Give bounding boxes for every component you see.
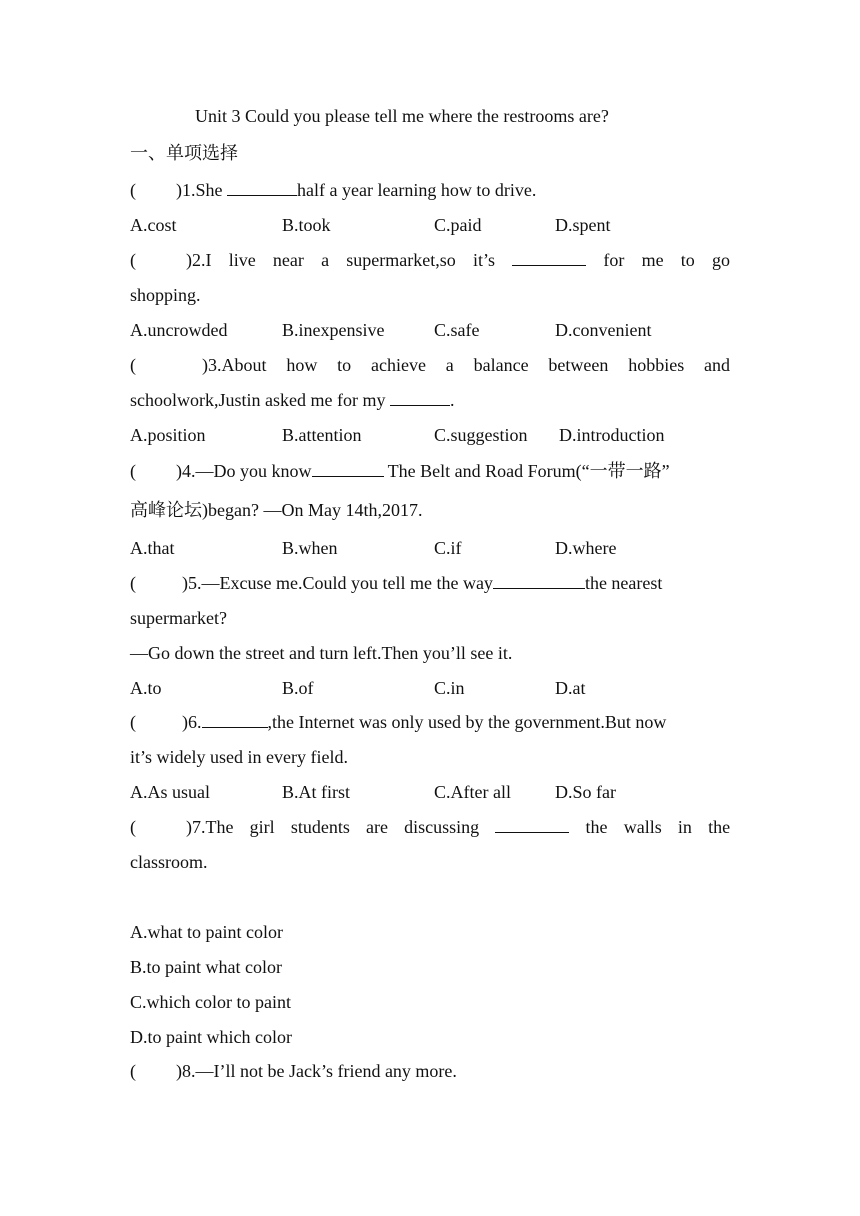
word: to [337, 355, 352, 375]
q4-text: )4.—Do you know [176, 461, 312, 481]
word: near [272, 250, 304, 270]
paren-open: ( [130, 817, 136, 837]
option-d: D.to paint which color [130, 1027, 292, 1047]
question-4-continuation: 高峰论坛)began? —On May 14th,2017. [130, 500, 423, 520]
section-heading: 一、单项选择 [130, 143, 238, 163]
question-6-continuation: it’s widely used in every field. [130, 747, 348, 767]
question-4-options [130, 535, 730, 561]
word: balance [473, 355, 529, 375]
word: in [677, 817, 692, 837]
word: discussing [404, 817, 480, 837]
option-d: D.spent [555, 215, 611, 235]
q6-number: )6. [182, 712, 202, 732]
question-5-continuation: supermarket? [130, 608, 227, 628]
word: achieve [371, 355, 426, 375]
word: a [321, 250, 330, 270]
question-4-stem [130, 458, 730, 484]
option-d: D.introduction [559, 425, 665, 445]
option-c: C.safe [434, 320, 480, 340]
word: supermarket,so [346, 250, 456, 270]
question-3-options [130, 422, 730, 448]
option-b: B.At first [282, 782, 351, 802]
question-2-options [130, 317, 730, 343]
option-a: A.that [130, 538, 175, 558]
option-a: A.cost [130, 215, 177, 235]
question-5-answer-line: —Go down the street and turn left.Then you’ll see it. [130, 643, 513, 663]
word: to [680, 250, 695, 270]
q5-text: )5.—Excuse me.Could you tell me the way [182, 573, 493, 593]
option-b: B.attention [282, 425, 362, 445]
question-1-stem [130, 177, 730, 203]
word: how [286, 355, 318, 375]
question-7-continuation: classroom. [130, 852, 208, 872]
paren-open: ( [130, 461, 136, 481]
paren-open: ( [130, 712, 136, 732]
answer-blank [227, 177, 297, 196]
option-b: B.took [282, 215, 331, 235]
word: a [445, 355, 454, 375]
q7-number: )7.The [186, 817, 234, 837]
question-8-stem [130, 1058, 730, 1084]
paren-open: ( [130, 355, 136, 375]
question-1-options [130, 212, 730, 238]
word: are [366, 817, 388, 837]
question-6-options [130, 779, 730, 805]
q8-text: )8.—I’ll not be Jack’s friend any more. [176, 1061, 457, 1081]
answer-blank [390, 387, 450, 406]
paren-open: ( [130, 573, 136, 593]
word: between [548, 355, 609, 375]
answer-blank [202, 709, 268, 728]
option-d: D.where [555, 538, 617, 558]
q4-rest: The Belt and Road Forum(“一带一路” [383, 461, 670, 481]
q1-rest: half a year learning how to drive. [297, 180, 537, 200]
word: walls [623, 817, 662, 837]
word: for [603, 250, 625, 270]
q2-number: )2.I [186, 250, 212, 270]
question-3-stem [130, 352, 730, 378]
q3-number: )3.About [202, 355, 267, 375]
question-6-stem [130, 709, 730, 735]
word: me [641, 250, 664, 270]
paren-open: ( [130, 180, 136, 200]
option-a: A.what to paint color [130, 922, 283, 942]
option-c: C.After all [434, 782, 511, 802]
word: it’s [472, 250, 495, 270]
option-c: C.if [434, 538, 462, 558]
question-7-stem [130, 814, 730, 840]
q5-rest: the nearest [584, 573, 663, 593]
option-a: A.to [130, 678, 162, 698]
question-2-continuation: shopping. [130, 285, 201, 305]
word: live [228, 250, 256, 270]
word: the [585, 817, 608, 837]
word: hobbies [628, 355, 685, 375]
word: students [290, 817, 350, 837]
word: go [712, 250, 731, 270]
option-c: C.suggestion [434, 425, 528, 445]
option-b: B.to paint what color [130, 957, 282, 977]
word: the [708, 817, 731, 837]
paren-open: ( [130, 1061, 136, 1081]
word: girl [249, 817, 275, 837]
q6-rest: ,the Internet was only used by the government.But now [267, 712, 667, 732]
option-d: D.at [555, 678, 586, 698]
option-a: A.position [130, 425, 206, 445]
option-d: D.convenient [555, 320, 652, 340]
q3-text: schoolwork,Justin asked me for my [130, 390, 390, 410]
option-a: A.uncrowded [130, 320, 228, 340]
answer-blank [495, 814, 569, 833]
option-a: A.As usual [130, 782, 210, 802]
answer-blank [512, 247, 586, 266]
option-b: B.of [282, 678, 314, 698]
option-c: C.in [434, 678, 465, 698]
document-title: Unit 3 Could you please tell me where the restrooms are? [195, 106, 609, 126]
option-c: C.which color to paint [130, 992, 291, 1012]
q1-text: )1.She [176, 180, 227, 200]
word: and [704, 355, 731, 375]
q3-period: . [449, 390, 455, 410]
option-c: C.paid [434, 215, 482, 235]
question-2-stem [130, 247, 730, 273]
question-5-options [130, 675, 730, 701]
option-d: D.So far [555, 782, 616, 802]
question-3-continuation [130, 387, 730, 413]
answer-blank [312, 458, 384, 477]
option-b: B.when [282, 538, 338, 558]
paren-open: ( [130, 250, 136, 270]
option-b: B.inexpensive [282, 320, 385, 340]
question-5-stem [130, 570, 730, 596]
answer-blank [493, 570, 585, 589]
